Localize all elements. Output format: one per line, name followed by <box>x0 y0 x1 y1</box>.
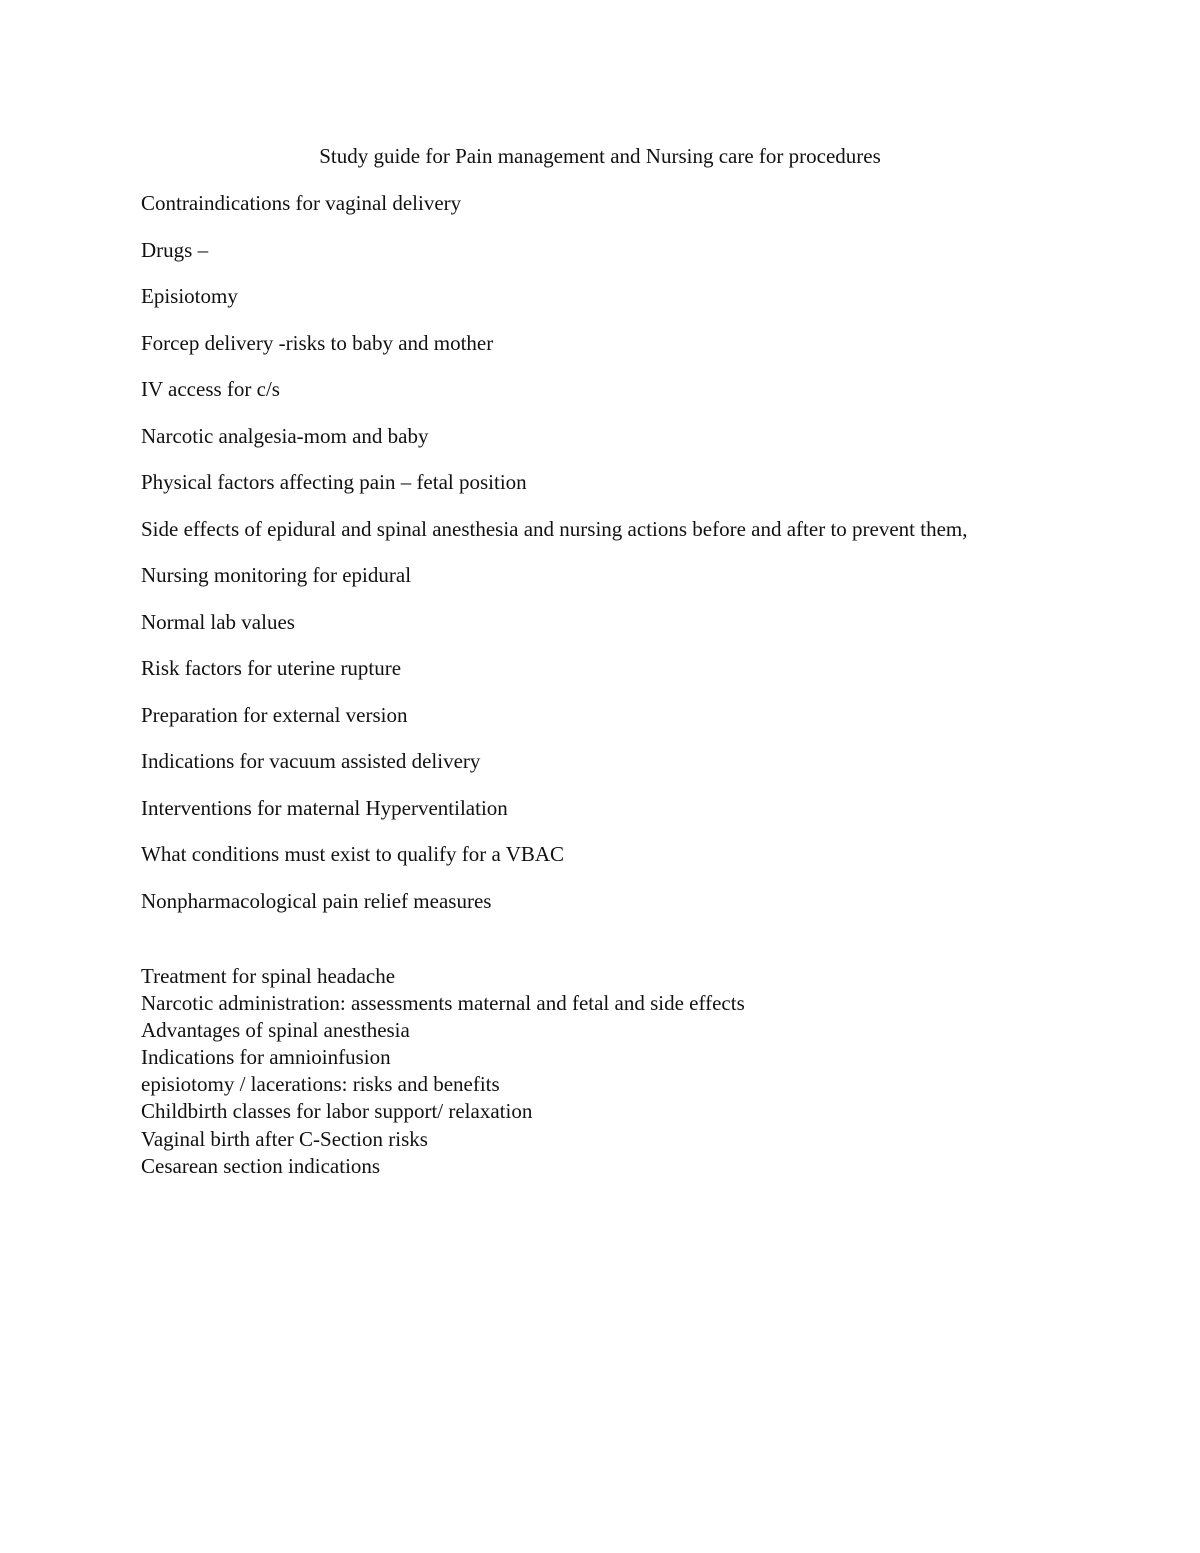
list-item: Interventions for maternal Hyperventilation <box>141 795 508 820</box>
list-item: Advantages of spinal anesthesia <box>141 1018 410 1043</box>
list-item: Indications for amnioinfusion <box>141 1045 391 1070</box>
page-title: Study guide for Pain management and Nursing care for procedures <box>319 144 881 168</box>
list-item: Treatment for spinal headache <box>141 964 396 988</box>
list-item: Normal lab values <box>141 609 295 634</box>
list-item: Narcotic analgesia-mom and baby <box>141 423 429 448</box>
list-item: episiotomy / lacerations: risks and benefits <box>141 1072 500 1097</box>
list-item: Cesarean section indications <box>141 1153 381 1178</box>
list-item: Preparation for external version <box>141 702 408 727</box>
list-item: Nursing monitoring for epidural <box>141 563 412 587</box>
list-item: IV access for c/s <box>141 377 280 401</box>
list-item: Forcep delivery -risks to baby and mother <box>141 330 494 355</box>
list-item: Risk factors for uterine rupture <box>141 656 402 680</box>
list-item: Contraindications for vaginal delivery <box>141 191 462 215</box>
list-item: Narcotic administration: assessments maternal and fetal and side effects <box>141 991 745 1016</box>
list-item: What conditions must exist to qualify for a VBAC <box>141 842 565 866</box>
list-item: Nonpharmacological pain relief measures <box>141 888 492 913</box>
list-item: Physical factors affecting pain – fetal position <box>141 470 527 494</box>
list-item: Vaginal birth after C-Section risks <box>141 1126 428 1151</box>
list-item: Episiotomy <box>141 284 238 308</box>
list-item: Drugs – <box>141 237 209 262</box>
list-item: Childbirth classes for labor support/ relaxation <box>141 1099 533 1124</box>
compact-topic-list <box>141 963 1041 1180</box>
list-item: Indications for vacuum assisted delivery <box>141 749 481 773</box>
topic-list <box>141 190 1041 934</box>
list-item: Side effects of epidural and spinal anesthesia and nursing actions before and after to prevent them, <box>141 516 968 541</box>
